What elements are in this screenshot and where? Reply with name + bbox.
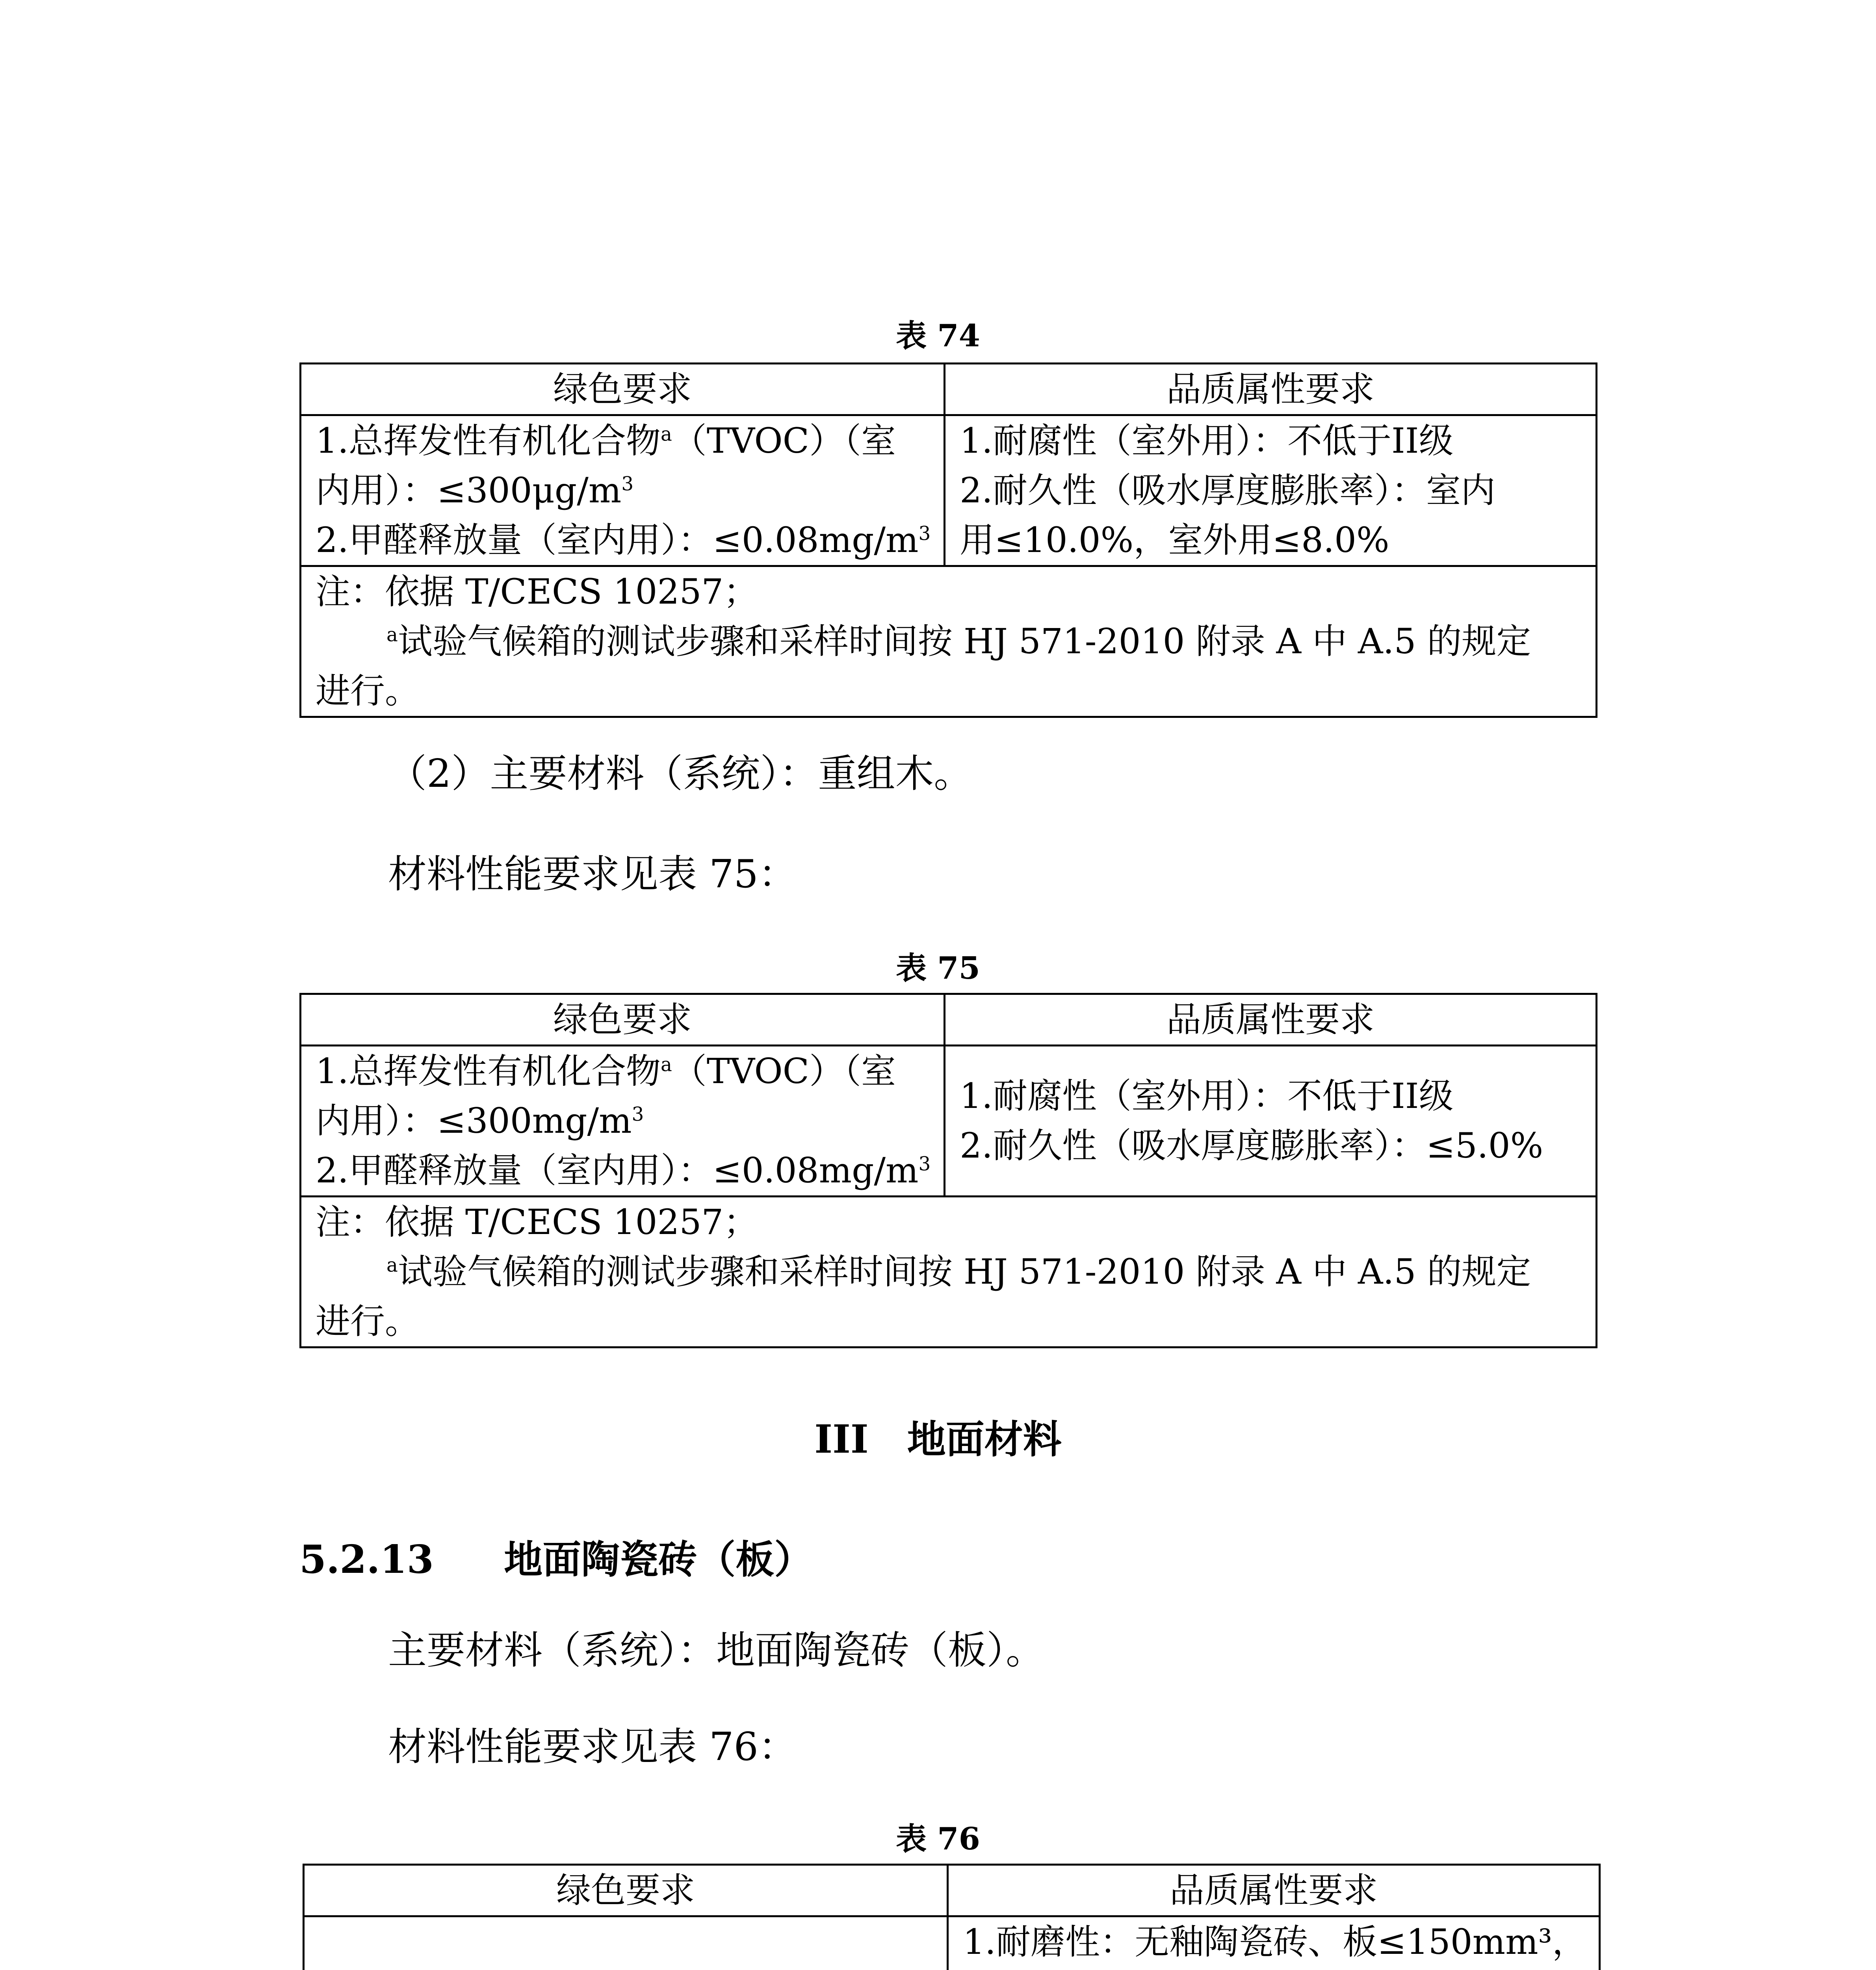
section-heading: III 地面材料: [814, 1417, 1062, 1462]
paragraph-main-material-1: （2）主要材料（系统）：重组木。: [388, 751, 973, 796]
table-74-note: 注：依据 T/CECS 10257； $^a$试验气候箱的测试步骤和采样时间按 HJ 571-2010 附录 A 中 A.5 的规定 进行。: [301, 566, 1597, 717]
table-76-quality-cell: 1.耐磨性：无釉陶瓷砖、板≤150mm³，: [948, 1916, 1600, 1970]
table-75-header-quality: 品质属性要求: [945, 994, 1597, 1046]
table-75-header-green: 绿色要求: [301, 994, 945, 1046]
subsection-heading: [299, 1529, 813, 1584]
paragraph-main-material-2: 主要材料（系统）：地面陶瓷砖（板）。: [388, 1628, 1045, 1673]
table-75: [299, 993, 1597, 1348]
table-74-quality-cell: 1.耐腐性（室外用）：不低于II级 2.耐久性（吸水厚度膨胀率）：室内 用≤10.0%，室外用≤8.0%: [945, 415, 1597, 566]
table-75-caption: 表 75: [896, 950, 980, 986]
table-76-caption: 表 76: [896, 1821, 980, 1857]
table-76-header-quality: 品质属性要求: [948, 1865, 1600, 1916]
subsection-title: 地面陶瓷砖（板）: [504, 1537, 813, 1582]
table-76-header-green: 绿色要求: [304, 1865, 948, 1916]
table-74-header-green: 绿色要求: [301, 364, 945, 415]
table-75-note: 注：依据 T/CECS 10257； $^a$试验气候箱的测试步骤和采样时间按 HJ 571-2010 附录 A 中 A.5 的规定 进行。: [301, 1197, 1597, 1347]
paragraph-see-table-76: 材料性能要求见表 76：: [388, 1725, 797, 1769]
subsection-number: 5.2.13: [299, 1537, 434, 1582]
table-76: [303, 1864, 1601, 1970]
table-74-green-cell: 1.总挥发性有机化合物$^a$（TVOC）（室 内用）：$\le 300\mu g/m^3$ 2.甲醛释放量（室内用）：$\le 0.08mg/m^3$: [301, 415, 945, 566]
table-74-header-quality: 品质属性要求: [945, 364, 1597, 415]
paragraph-see-table-75: 材料性能要求见表 75：: [388, 852, 797, 897]
table-74: [299, 362, 1597, 718]
table-75-quality-cell: 1.耐腐性（室外用）：不低于II级 2.耐久性（吸水厚度膨胀率）：≤5.0%: [945, 1046, 1597, 1197]
table-76-green-cell: [304, 1916, 948, 1970]
table-74-caption: 表 74: [896, 318, 980, 354]
table-75-green-cell: 1.总挥发性有机化合物$^a$（TVOC）（室 内用）：$\le 300mg/m^3$ 2.甲醛释放量（室内用）：$\le 0.08mg/m^3$: [301, 1046, 945, 1197]
